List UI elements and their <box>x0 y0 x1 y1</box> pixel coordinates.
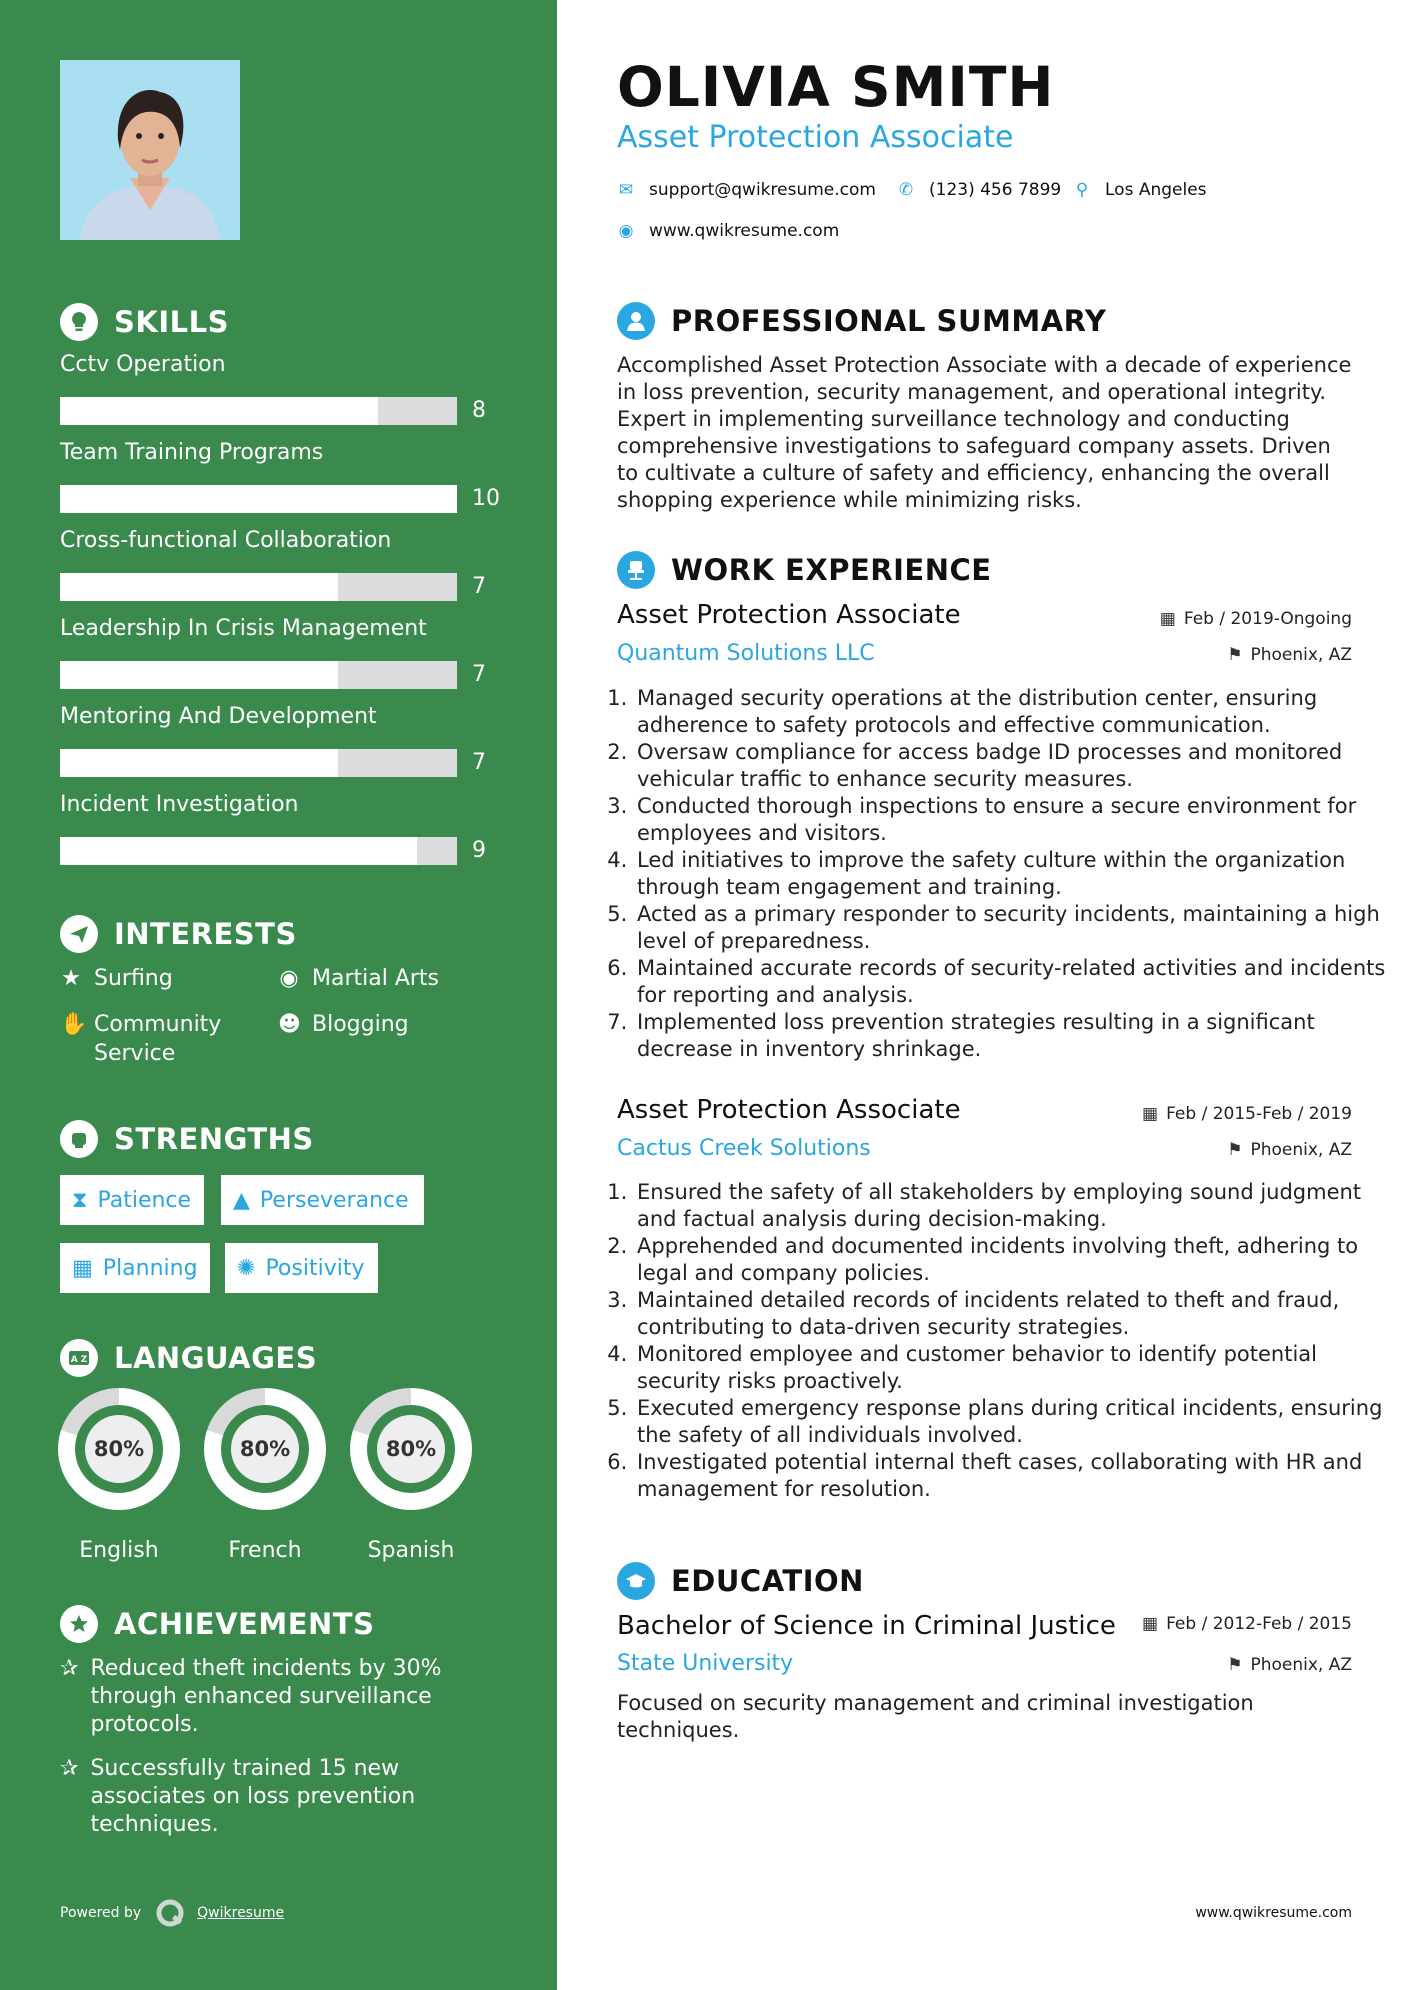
summary-text: Accomplished Asset Protection Associate with a decade of experience in loss prevention, security management, and operational integrity. Expert in implementing surveillance technology and conducting comprehensive investigations to safeguard company assets. Driven to cultivate a culture of safety and efficiency, enhancing the overall shopping experience while minimizing risks. <box>617 353 1352 512</box>
hand-icon: ✋ <box>60 1012 88 1037</box>
qwikresume-link[interactable]: Qwikresume <box>197 1905 285 1921</box>
job-company: Cactus Creek Solutions <box>617 1136 871 1161</box>
skill-bar <box>60 397 457 425</box>
svg-text:A Z: A Z <box>70 1355 88 1365</box>
achievement-text: Reduced theft incidents by 30% through enhanced surveillance protocols. <box>90 1656 442 1737</box>
phone-icon: ✆ <box>898 180 914 200</box>
powered-by <box>60 1898 284 1928</box>
job-duties <box>607 1179 1389 1503</box>
strength-label: Perseverance <box>259 1187 409 1213</box>
main-content <box>557 0 1407 1990</box>
envelope-icon: ✉ <box>618 180 634 200</box>
skills-title: SKILLS <box>114 305 229 339</box>
email-text: support@qwikresume.com <box>649 180 876 200</box>
person-name: OLIVIA SMITH <box>617 55 1055 119</box>
lightbulb-icon <box>60 303 98 341</box>
job-title: Asset Protection Associate <box>617 600 961 630</box>
language-percent: 80% <box>377 1415 445 1483</box>
summary-heading <box>617 300 1106 342</box>
location-text: Los Angeles <box>1105 180 1207 200</box>
interest-label: Martial Arts <box>312 966 440 991</box>
graduation-cap-icon <box>617 1562 655 1600</box>
job-date-text: Feb / 2019-Ongoing <box>1183 609 1352 629</box>
person-portrait-icon <box>60 60 240 240</box>
strengths-title: STRENGTHS <box>114 1122 314 1156</box>
job-location-text: Phoenix, AZ <box>1250 1140 1352 1160</box>
star-badge-icon <box>60 1605 98 1643</box>
star-icon: ✰ <box>60 1756 79 1781</box>
skill-name: Cctv Operation <box>60 352 226 377</box>
strength-tag <box>221 1175 424 1225</box>
job-date <box>1142 1104 1352 1124</box>
job-location <box>1227 645 1352 665</box>
skill-bar-fill <box>60 485 457 513</box>
achievements-title: ACHIEVEMENTS <box>114 1607 375 1641</box>
skill-name: Leadership In Crisis Management <box>60 616 427 641</box>
globe-icon: ◉ <box>279 966 299 991</box>
calendar-icon: ▦ <box>1142 1614 1159 1634</box>
language-name: English <box>79 1538 159 1563</box>
education-location <box>1227 1655 1352 1675</box>
skill-item <box>60 616 500 687</box>
skill-name: Mentoring And Development <box>60 704 377 729</box>
duty-item: 3. Maintained detailed records of incidents related to theft and fraud, contributing to data-driven security strategies. <box>634 1287 1389 1341</box>
skill-bar-fill <box>60 837 417 865</box>
website-text: www.qwikresume.com <box>649 221 840 241</box>
skill-bar <box>60 749 457 777</box>
contact-email[interactable] <box>617 180 876 200</box>
skill-bar-fill <box>60 573 338 601</box>
contact-website[interactable] <box>617 221 839 241</box>
language-name: Spanish <box>367 1538 455 1563</box>
interest-item <box>278 1010 409 1039</box>
language-percent: 80% <box>85 1415 153 1483</box>
skill-item <box>60 792 500 863</box>
skill-bar-fill <box>60 397 378 425</box>
summary-title: PROFESSIONAL SUMMARY <box>671 304 1107 338</box>
fist-icon <box>60 1120 98 1158</box>
experience-title: WORK EXPERIENCE <box>671 553 992 587</box>
skill-item <box>60 528 500 599</box>
skill-bar-fill <box>60 661 338 689</box>
skill-name: Team Training Programs <box>60 440 324 465</box>
phone-text: (123) 456 7899 <box>929 180 1062 200</box>
duty-item: 2. Oversaw compliance for access badge ID processes and monitored vehicular traffic to enhance security measures. <box>634 739 1389 793</box>
achievement-item <box>60 1655 500 1739</box>
duty-item: 1. Ensured the safety of all stakeholders by employing sound judgment and factual analysis during decision-making. <box>634 1179 1389 1233</box>
duty-item: 2. Apprehended and documented incidents involving theft, adhering to legal and company policies. <box>634 1233 1389 1287</box>
strength-tag <box>225 1243 378 1293</box>
interest-item <box>60 1010 230 1068</box>
language-name: French <box>228 1538 302 1563</box>
languages-heading <box>60 1338 317 1378</box>
qwikresume-logo-icon <box>155 1898 185 1928</box>
interests-title: INTERESTS <box>114 917 297 951</box>
language-percent: 80% <box>231 1415 299 1483</box>
education-date <box>1142 1614 1352 1634</box>
skill-item <box>60 704 500 775</box>
education-title: EDUCATION <box>671 1564 864 1598</box>
education-heading <box>617 1560 864 1602</box>
school-name: State University <box>617 1651 794 1676</box>
skill-bar-fill <box>60 749 338 777</box>
duty-item: 5. Executed emergency response plans during critical incidents, ensuring the safety of all individuals involved. <box>634 1395 1389 1449</box>
duty-item: 1. Managed security operations at the distribution center, ensuring adherence to safety protocols and effective communication. <box>634 685 1389 739</box>
strength-tag <box>60 1175 204 1225</box>
sidebar <box>0 0 557 1990</box>
interest-label: Community Service <box>94 1012 222 1066</box>
calendar-icon: ▦ <box>1159 609 1176 629</box>
education-description: Focused on security management and criminal investigation techniques. <box>617 1691 1254 1742</box>
skill-bar <box>60 573 457 601</box>
star-icon: ★ <box>61 966 81 991</box>
person-title: Asset Protection Associate <box>617 120 1014 155</box>
road-icon: ▲ <box>233 1187 250 1213</box>
duty-item: 6. Investigated potential internal theft cases, collaborating with HR and management for resolution. <box>634 1449 1389 1503</box>
duty-item: 7. Implemented loss prevention strategies resulting in a significant decrease in inventory shrinkage. <box>634 1009 1389 1063</box>
achievement-text: Successfully trained 15 new associates on loss prevention techniques. <box>90 1756 416 1837</box>
user-icon <box>617 302 655 340</box>
contact-phone <box>897 180 1061 200</box>
pushpin-icon: ⚑ <box>1227 1655 1243 1675</box>
experience-heading <box>617 549 992 591</box>
interest-item <box>278 964 439 993</box>
hourglass-icon: ⧗ <box>72 1187 88 1213</box>
interest-label: Blogging <box>312 1012 409 1037</box>
strength-tag <box>60 1243 210 1293</box>
skill-bar <box>60 661 457 689</box>
skill-item <box>60 440 500 511</box>
office-chair-icon <box>617 551 655 589</box>
job-location-text: Phoenix, AZ <box>1250 645 1352 665</box>
language-icon <box>60 1339 98 1377</box>
job-date <box>1160 609 1352 629</box>
skill-value: 10 <box>472 486 500 511</box>
skill-value: 9 <box>472 838 486 863</box>
paper-plane-icon <box>60 915 98 953</box>
interests-heading <box>60 914 297 954</box>
skill-value: 8 <box>472 398 486 423</box>
strength-label: Planning <box>102 1255 198 1281</box>
profile-photo <box>60 60 240 240</box>
skill-value: 7 <box>472 662 486 687</box>
globe-icon: ◉ <box>618 221 634 241</box>
strength-label: Positivity <box>265 1255 365 1281</box>
calendar-icon: ▦ <box>1142 1104 1159 1124</box>
job-company: Quantum Solutions LLC <box>617 641 875 666</box>
duty-item: 4. Led initiatives to improve the safety culture within the organization through team engagement and training. <box>634 847 1389 901</box>
duty-item: 6. Maintained accurate records of security-related activities and incidents for reporting and analysis. <box>634 955 1389 1009</box>
job-date-text: Feb / 2015-Feb / 2019 <box>1166 1104 1352 1124</box>
skill-value: 7 <box>472 574 486 599</box>
map-pin-icon: ⚲ <box>1075 180 1089 200</box>
skill-bar <box>60 837 457 865</box>
skills-heading <box>60 302 229 342</box>
calendar-icon: ▦ <box>72 1255 93 1281</box>
skill-name: Incident Investigation <box>60 792 299 817</box>
skill-item <box>60 352 500 423</box>
footer-website[interactable]: www.qwikresume.com <box>1195 1905 1352 1921</box>
languages-title: LANGUAGES <box>114 1341 318 1375</box>
star-icon: ✰ <box>60 1656 79 1681</box>
interest-label: Surfing <box>94 966 173 991</box>
skill-name: Cross-functional Collaboration <box>60 528 392 553</box>
job-duties <box>607 685 1389 1063</box>
pushpin-icon: ⚑ <box>1227 1140 1243 1160</box>
education-date-text: Feb / 2012-Feb / 2015 <box>1166 1614 1352 1634</box>
achievements-heading <box>60 1604 374 1644</box>
degree-title: Bachelor of Science in Criminal Justice <box>617 1611 1116 1641</box>
sun-icon: ✺ <box>237 1255 256 1281</box>
achievement-item <box>60 1755 500 1839</box>
pushpin-icon: ⚑ <box>1227 645 1243 665</box>
skill-value: 7 <box>472 750 486 775</box>
strength-label: Patience <box>97 1187 192 1213</box>
contact-location <box>1073 180 1207 200</box>
powered-by-label: Powered by <box>60 1905 142 1921</box>
duty-item: 4. Monitored employee and customer behavior to identify potential security risks proactively. <box>634 1341 1389 1395</box>
education-location-text: Phoenix, AZ <box>1250 1655 1352 1675</box>
skill-bar <box>60 485 457 513</box>
interest-item <box>60 964 173 993</box>
group-icon: ☻ <box>278 1012 301 1037</box>
duty-item: 3. Conducted thorough inspections to ensure a secure environment for employees and visitors. <box>634 793 1389 847</box>
job-title: Asset Protection Associate <box>617 1095 961 1125</box>
strengths-heading <box>60 1119 314 1159</box>
job-location <box>1227 1140 1352 1160</box>
duty-item: 5. Acted as a primary responder to security incidents, maintaining a high level of preparedness. <box>634 901 1389 955</box>
